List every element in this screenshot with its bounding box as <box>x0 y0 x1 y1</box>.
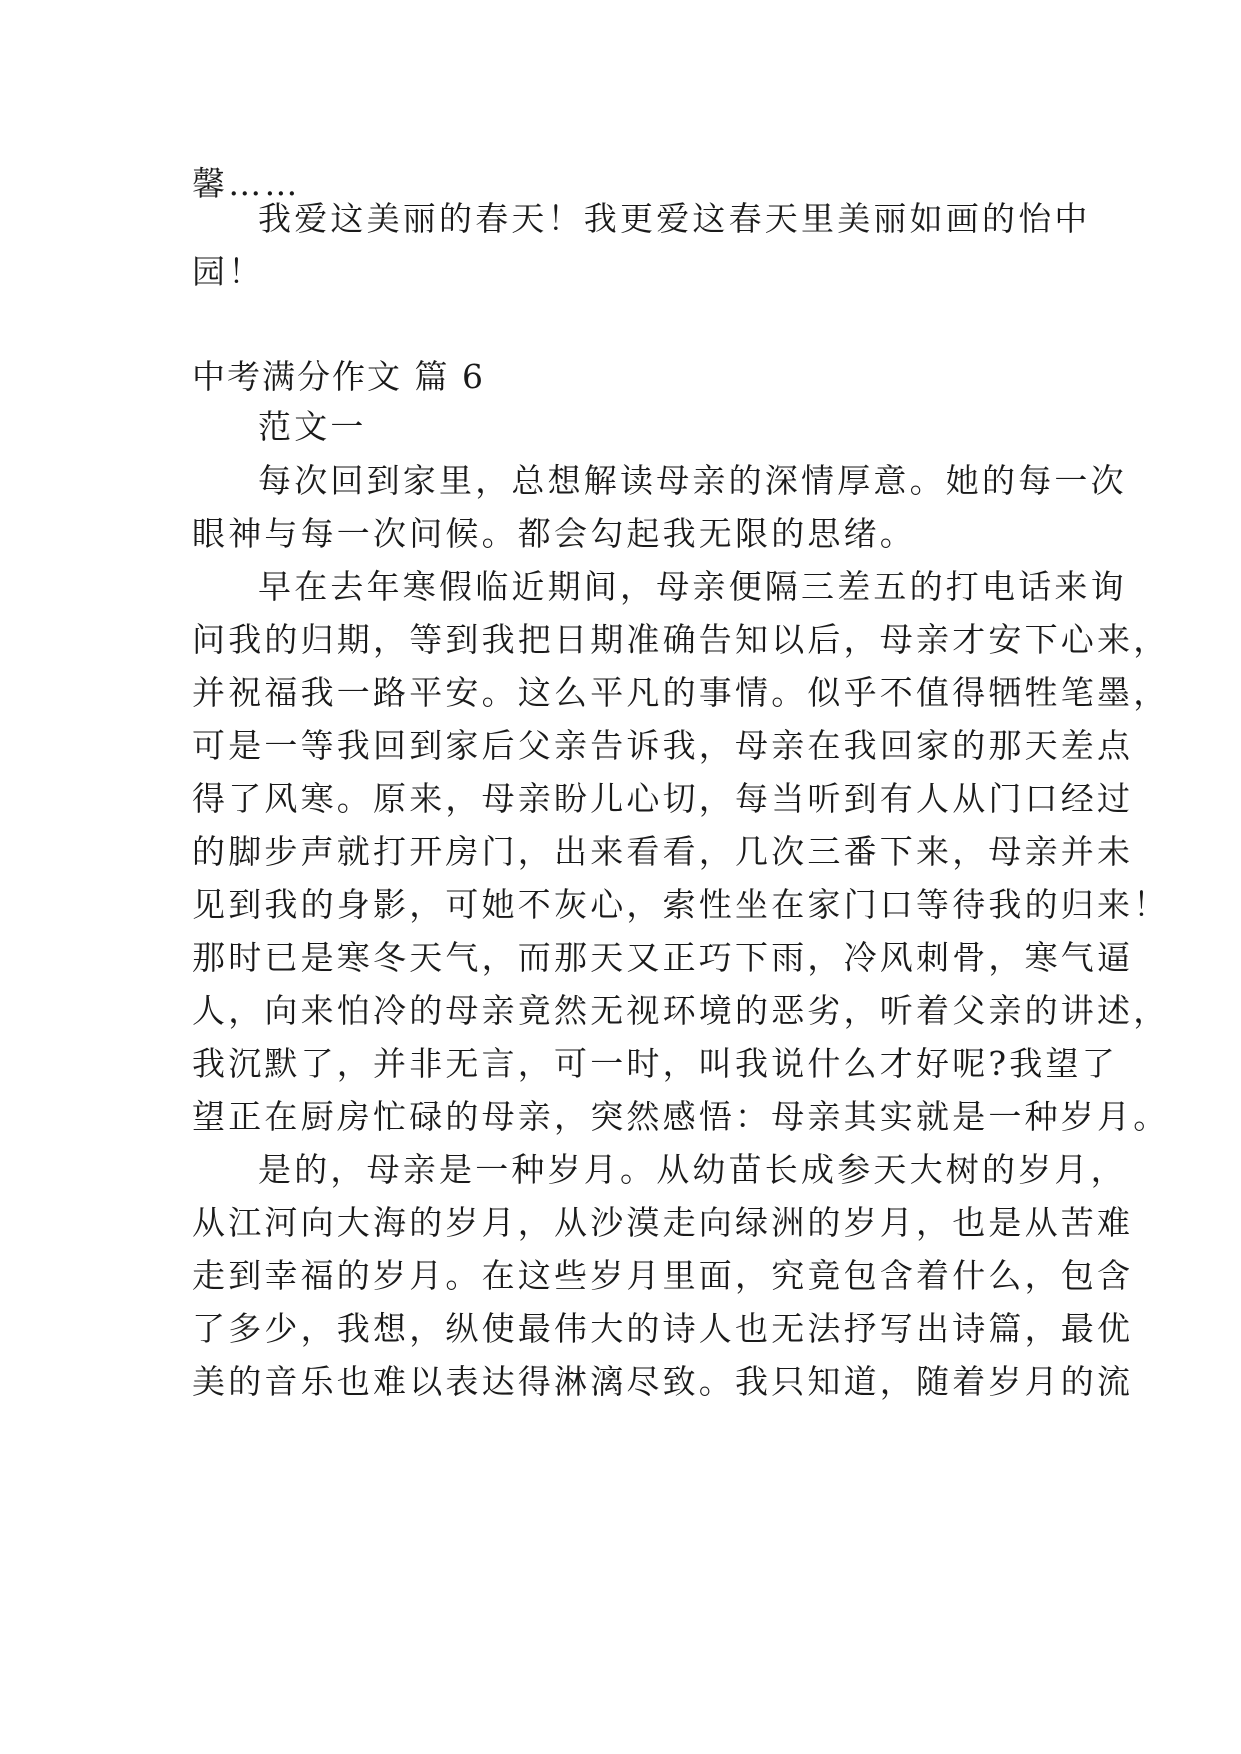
paragraph-line: 并祝福我一路平安。这么平凡的事情。似乎不值得牺牲笔墨， <box>192 673 1170 712</box>
paragraph-line: 我爱这美丽的春天！我更爱这春天里美丽如画的怡中 <box>258 199 1091 238</box>
paragraph-line: 每次回到家里，总想解读母亲的深情厚意。她的每一次 <box>258 461 1127 500</box>
paragraph-line: 的脚步声就打开房门，出来看看，几次三番下来，母亲并未 <box>192 832 1134 871</box>
paragraph-line: 问我的归期，等到我把日期准确告知以后，母亲才安下心来， <box>192 620 1170 659</box>
paragraph-line: 美的音乐也难以表达得淋漓尽致。我只知道，随着岁月的流 <box>192 1362 1134 1401</box>
paragraph-line: 早在去年寒假临近期间，母亲便隔三差五的打电话来询 <box>258 567 1127 606</box>
subheading: 范文一 <box>258 407 367 446</box>
paragraph-line: 了多少，我想，纵使最伟大的诗人也无法抒写出诗篇，最优 <box>192 1309 1134 1348</box>
paragraph-line: 从江河向大海的岁月，从沙漠走向绿洲的岁月，也是从苦难 <box>192 1203 1134 1242</box>
section-heading: 中考满分作文 篇 6 <box>192 357 485 396</box>
paragraph-line: 见到我的身影，可她不灰心，索性坐在家门口等待我的归来！ <box>192 885 1170 924</box>
paragraph-line: 我沉默了，并非无言，可一时，叫我说什么才好呢?我望了 <box>192 1044 1118 1083</box>
paragraph-line: 人，向来怕冷的母亲竟然无视环境的恶劣，听着父亲的讲述， <box>192 991 1170 1030</box>
paragraph-line: 走到幸福的岁月。在这些岁月里面，究竟包含着什么，包含 <box>192 1256 1134 1295</box>
paragraph-continuation-line: 馨…… <box>192 164 301 203</box>
paragraph-line: 园！ <box>192 252 265 291</box>
paragraph-line: 望正在厨房忙碌的母亲，突然感悟：母亲其实就是一种岁月。 <box>192 1097 1170 1136</box>
paragraph-line: 可是一等我回到家后父亲告诉我，母亲在我回家的那天差点 <box>192 726 1134 765</box>
paragraph-line: 眼神与每一次问候。都会勾起我无限的思绪。 <box>192 514 916 553</box>
paragraph-line: 得了风寒。原来，母亲盼儿心切，每当听到有人从门口经过 <box>192 779 1134 818</box>
paragraph-line: 是的，母亲是一种岁月。从幼苗长成参天大树的岁月， <box>258 1150 1127 1189</box>
paragraph-line: 那时已是寒冬天气，而那天又正巧下雨，冷风刺骨，寒气逼 <box>192 938 1134 977</box>
